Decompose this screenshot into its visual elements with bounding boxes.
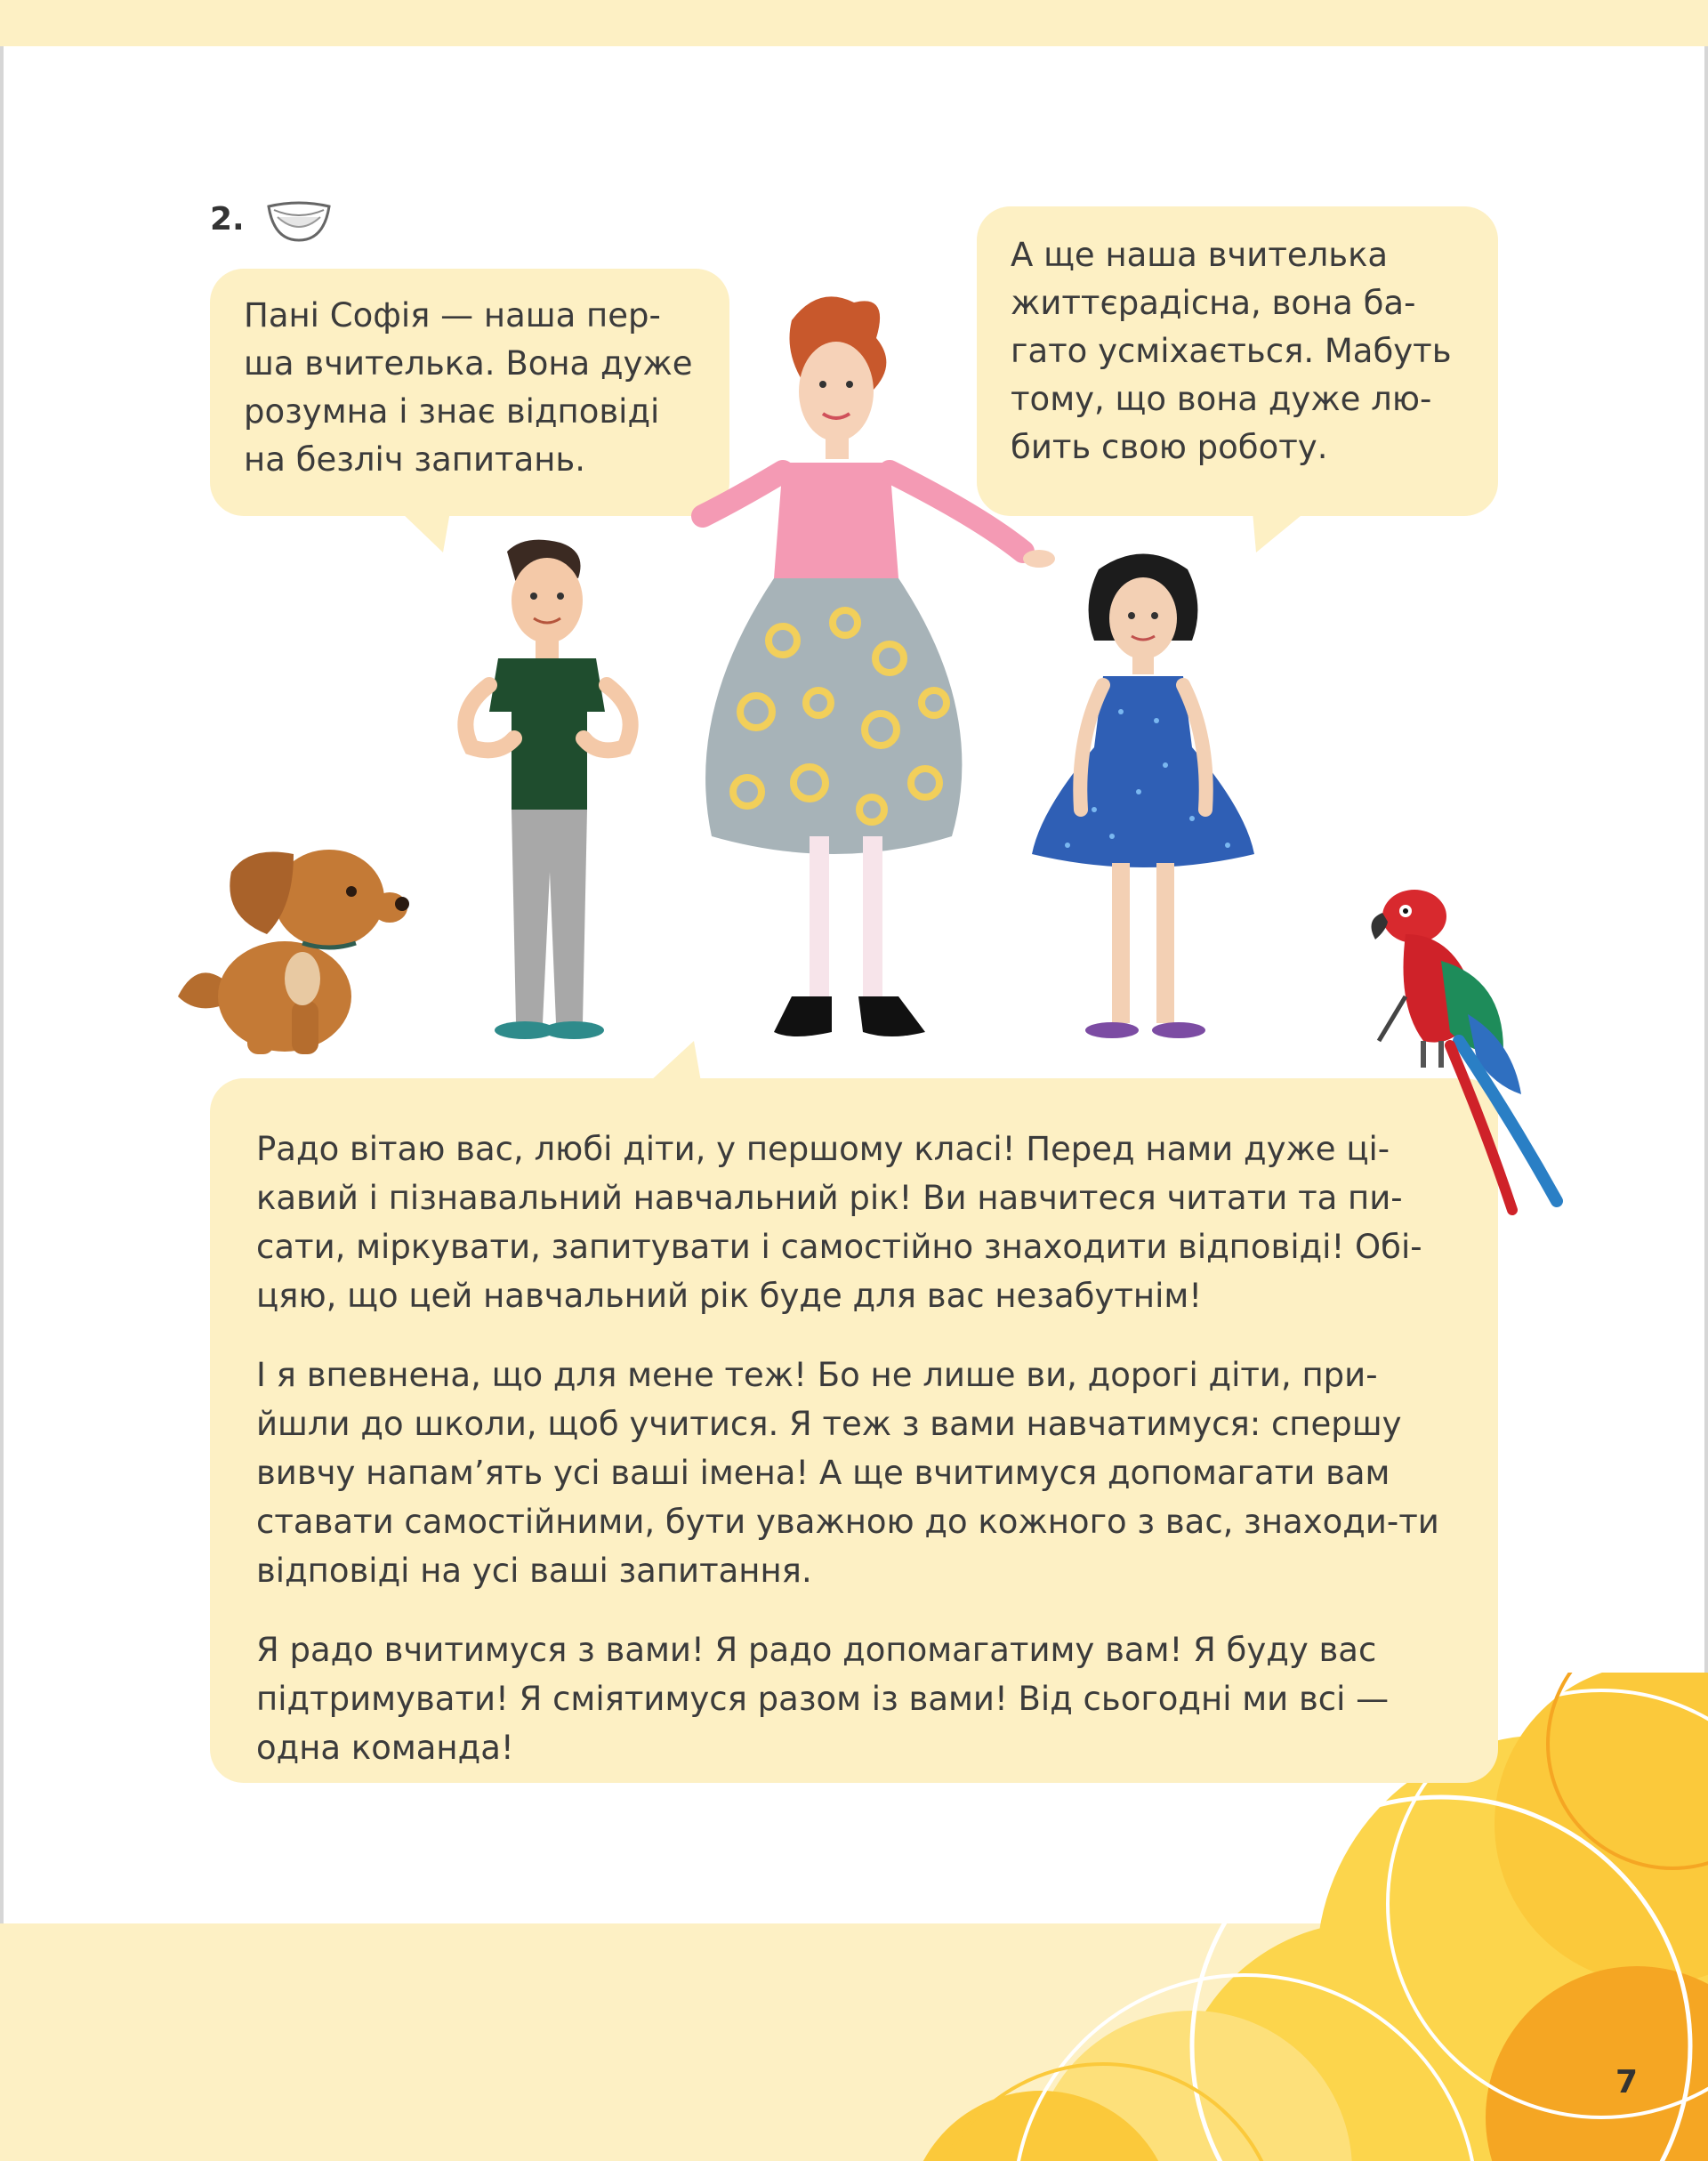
task-number: 2. xyxy=(210,201,245,238)
parrot-illustration xyxy=(1352,881,1583,1219)
speaking-mouth-icon xyxy=(265,198,333,244)
page-number: 7 xyxy=(1615,2064,1639,2101)
top-band xyxy=(0,0,1708,46)
girl-illustration xyxy=(1014,543,1272,1050)
main-paragraph-3: Я радо вчитимуся з вами! Я радо допомагатиму вам! Я буду вас підтримувати! Я сміятимуся разом із вами! Від сьогодні ми всі — одна команда! xyxy=(256,1631,1390,1767)
speech-bubble-left-text: Пані Софія — наша пер-ша вчителька. Вона дуже розумна і знає відповіді на безліч запитань. xyxy=(244,296,693,479)
speech-bubble-main xyxy=(210,1078,1498,1783)
boy-illustration xyxy=(409,534,658,1050)
speech-bubble-left xyxy=(210,269,729,516)
main-paragraph-1: Радо вітаю вас, любі діти, у першому класі! Перед нами дуже ці-кавий і пізнавальний навчальний рік! Ви навчитеся читати та пи-сати, міркувати, запитувати і самостійно знаходити відповіді! Обі-цяю, що цей навчальний рік буде для вас незабутнім! xyxy=(256,1130,1422,1315)
speech-bubble-right-text: А ще наша вчителька життєрадісна, вона ба-гато усміхається. Мабуть тому, що вона дуже лю-бить свою роботу. xyxy=(1011,236,1452,466)
teacher-illustration xyxy=(685,285,1059,1050)
main-paragraph-2: І я впевнена, що для мене теж! Бо не лише ви, дорогі діти, при-йшли до школи, щоб учитися. Я теж з вами навчатимуся: спершу вивчу напам’ять усі ваші імена! А ще вчитимуся допомагати вам ставати самостійними, бути уважною до кожного з вас, знаходи-ти відповіді на усі ваші запитання. xyxy=(256,1356,1439,1590)
dog-illustration xyxy=(169,818,418,1059)
